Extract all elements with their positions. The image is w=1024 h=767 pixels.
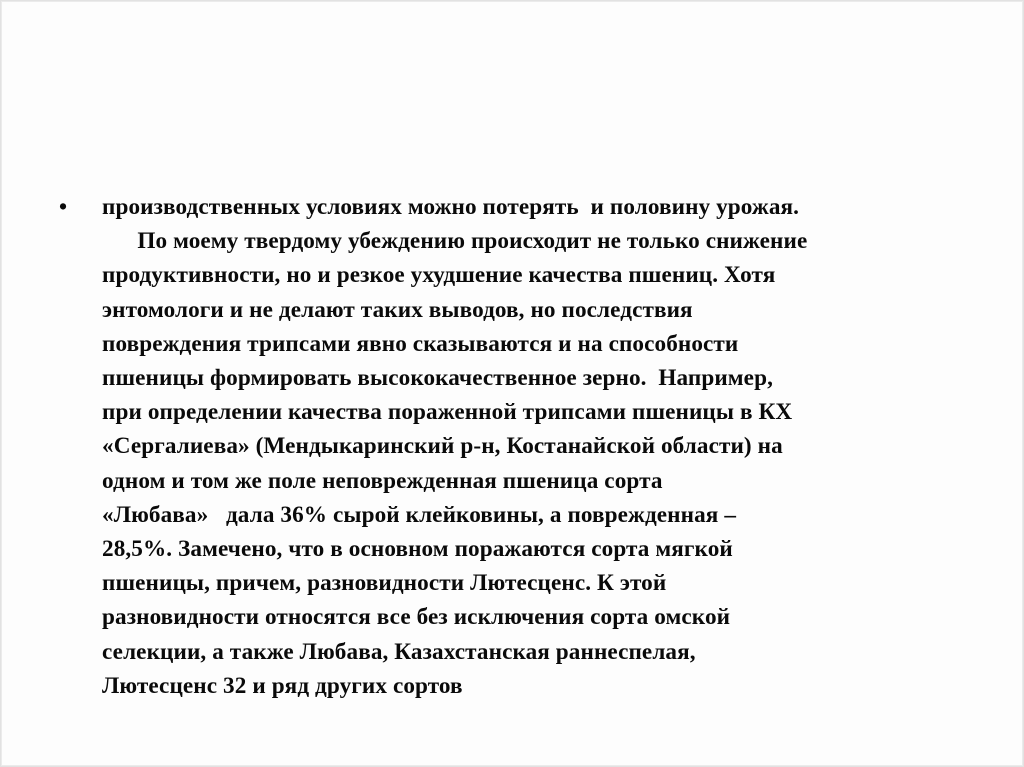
text-line: одном и том же поле неповрежденная пшеница сорта xyxy=(102,467,663,494)
bullet-paragraph xyxy=(102,190,992,703)
text-line: продуктивности, но и резкое ухудшение качества пшениц. Хотя xyxy=(102,262,776,289)
text-line: «Сергалиева» (Мендыкаринский р-н, Костанайской области) на xyxy=(102,433,783,460)
text-line: «Любава» дала 36% сырой клейковины, а поврежденная – xyxy=(102,501,737,528)
text-line: селекции, а также Любава, Казахстанская раннеспелая, xyxy=(102,638,696,665)
bullet-marker: • xyxy=(59,194,68,219)
text-line: пшеницы формировать высококачественное зерно. Например, xyxy=(102,365,773,392)
text-line: при определении качества пораженной трипсами пшеницы в КХ xyxy=(102,399,793,426)
text-line: 28,5%. Замечено, что в основном поражаются сорта мягкой xyxy=(102,536,733,563)
text-line: пшеницы, причем, разновидности Лютесценс. К этой xyxy=(102,570,667,597)
text-line: Лютесценс 32 и ряд других сортов xyxy=(102,672,463,699)
text-line: По моему твердому убеждению происходит не только снижение xyxy=(102,228,808,255)
text-line: повреждения трипсами явно сказываются и на способности xyxy=(102,330,739,357)
text-line: разновидности относятся все без исключения сорта омской xyxy=(102,604,731,631)
text-line: энтомологи и не делают таких выводов, но последствия xyxy=(102,296,693,323)
text-line: производственных условиях можно потерять и половину урожая. xyxy=(102,194,800,220)
